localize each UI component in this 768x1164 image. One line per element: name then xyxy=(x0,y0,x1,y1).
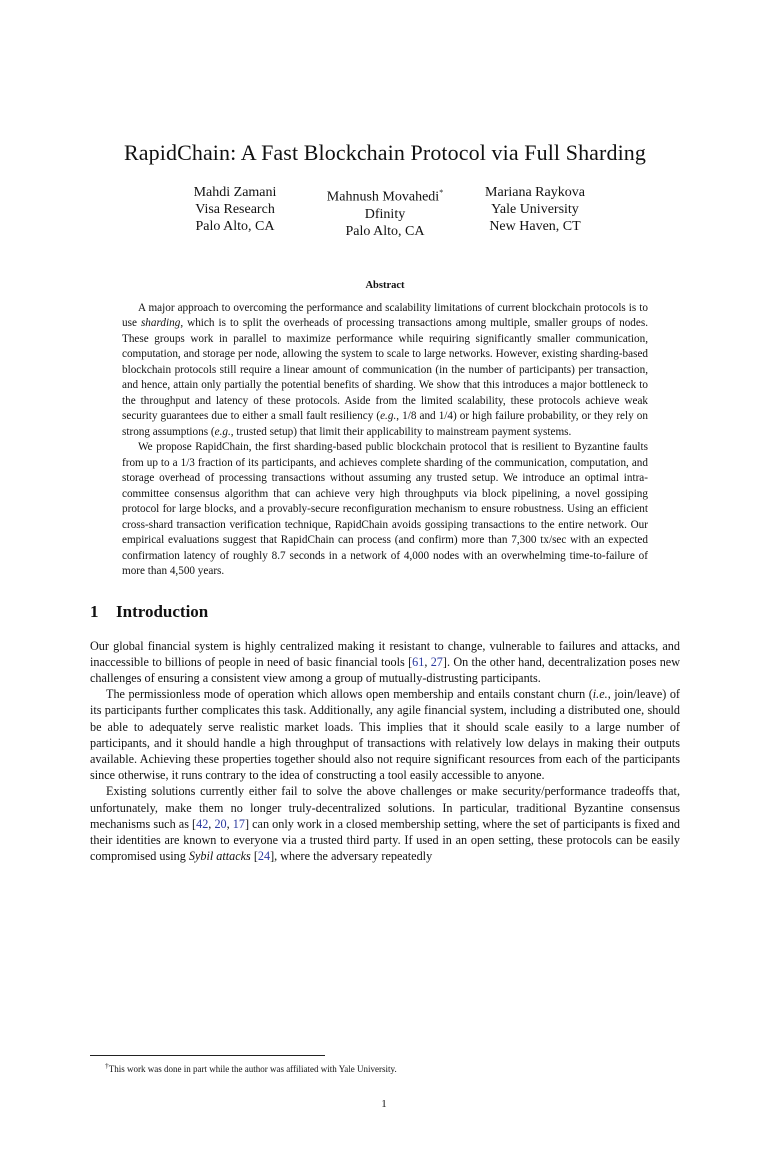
citation-link[interactable]: 20 xyxy=(214,816,227,831)
footnote-mark: † xyxy=(105,1061,109,1070)
abstract-body xyxy=(122,301,648,580)
footnote-text: This work was done in part while the author was affiliated with Yale University. xyxy=(108,1064,397,1074)
footnote-divider xyxy=(90,1055,325,1056)
author-name: Mahnush Movahedi* xyxy=(326,188,444,205)
intro-paragraph-1: Our global financial system is highly centralized making it resistant to change, vulnerable to failures and attacks, and inaccessible to billions of people in need of basic financial tools [61, 27]. On the other hand, decentralization poses new challenges of ensuring a consistent view among a group of mutually-distrusting participants. xyxy=(90,638,680,686)
author-name: Mahdi Zamani xyxy=(193,185,277,200)
author-2 xyxy=(310,184,460,240)
author-affiliation: Visa Research xyxy=(195,202,275,217)
paper-title: RapidChain: A Fast Blockchain Protocol via Full Sharding xyxy=(124,140,646,165)
abstract-paragraph-2: We propose RapidChain, the first sharding-based public blockchain protocol that is resilient to Byzantine faults from up to a 1/3 fraction of its participants, and achieves complete sharding of the communication, computation, and storage overhead of processing transactions without assuming any trusted setup. We introduce an optimal intra-committee consensus algorithm that can achieve very high throughputs via block pipelining, a novel gossiping protocol for large blocks, and a provably-secure reconfiguration mechanism to ensure robustness. Using an efficient cross-shard transaction verification technique, RapidChain avoids gossiping transactions to the entire network. Our empirical evaluations suggest that RapidChain can process (and confirm) more than 7,300 tx/sec with an expected confirmation latency of roughly 8.7 seconds in a network of 4,000 nodes with an overwhelming time-to-failure of more than 4,500 years. xyxy=(122,441,648,578)
citation-link[interactable]: 27 xyxy=(430,654,443,669)
author-footnote-mark: * xyxy=(439,188,444,197)
footnote xyxy=(105,1061,397,1074)
author-1 xyxy=(160,184,310,240)
citation-link[interactable]: 42 xyxy=(196,816,209,831)
paper-page xyxy=(0,140,768,1164)
section-number: 1 xyxy=(90,601,99,621)
author-affiliation: Yale University xyxy=(491,202,579,217)
citation-link[interactable]: 61 xyxy=(412,654,425,669)
citation-link[interactable]: 17 xyxy=(232,816,245,831)
author-location: New Haven, CT xyxy=(489,219,581,234)
author-name: Mariana Raykova xyxy=(485,185,585,200)
intro-paragraph-3: Existing solutions currently either fail to solve the above challenges or make security/performance tradeoffs that, unfortunately, make them no longer truly-decentralized solutions. In particular, traditional Byzantine consensus mechanisms such as [42, 20, 17] can only work in a closed membership setting, where the set of participants is fixed and their identities are known to everyone via a trusted third party. If used in an open setting, these protocols can be easily compromised using Sybil attacks [24], where the adversary repeatedly xyxy=(90,784,681,864)
section-title: Introduction xyxy=(116,601,209,621)
intro-paragraph-2: The permissionless mode of operation which allows open membership and entails constant churn (i.e., join/leave) of its participants further complicates this task. Additionally, any agile financial system, including a distributed one, should be able to adequately serve realistic market loads. This implies that it should scale easily to a large number of participants, and it should handle a high throughput of transactions with relatively low delays in making their outputs available. Achieving these properties together should also not require significant resources from each of the participants since otherwise, it runs contrary to the idea of constructing a tool easily accessible to anyone. xyxy=(90,687,680,783)
author-location: Palo Alto, CA xyxy=(345,223,425,239)
author-affiliation: Dfinity xyxy=(364,206,406,222)
author-location: Palo Alto, CA xyxy=(195,219,275,234)
abstract-paragraph-1: A major approach to overcoming the performance and scalability limitations of current blockchain protocols is to use sharding, which is to split the overheads of processing transactions among multiple, smaller groups of nodes. These groups work in parallel to maximize performance while requiring significantly smaller communication, computation, and storage per node, allowing the system to scale to large networks. However, existing sharding-based blockchain protocols still require a linear amount of communication (in the number of participants) per transaction, and hence, attain only partially the potential benefits of sharding. We show that this introduces a major bottleneck to the throughput and latency of these protocols. Aside from the limited scalability, these protocols achieve weak security guarantees due to either a small fault resiliency (e.g., 1/8 and 1/4) or high failure probability, or they rely on strong assumptions (e.g., trusted setup) that limit their applicability to mainstream payment systems. xyxy=(122,301,648,438)
abstract-heading: Abstract xyxy=(365,279,405,291)
citation-link[interactable]: 24 xyxy=(257,849,271,864)
page-number: 1 xyxy=(381,1098,387,1110)
section-heading-introduction xyxy=(90,602,680,622)
author-block xyxy=(90,184,680,240)
introduction-body xyxy=(90,638,680,865)
author-3 xyxy=(460,184,610,240)
